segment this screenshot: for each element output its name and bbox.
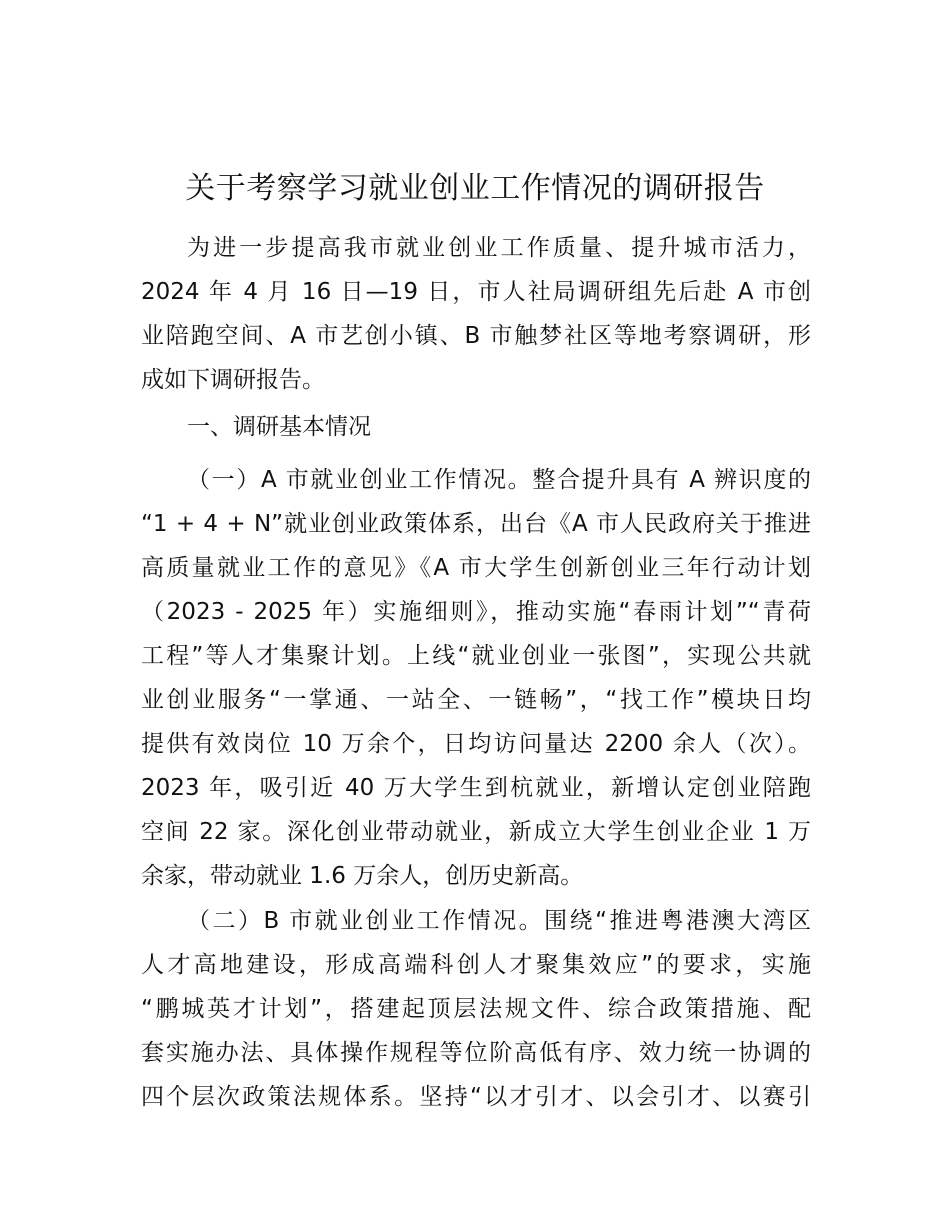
text-line: 业创业服务“一掌通、一站全、一链畅”，“找工作”模块日均 [141, 687, 811, 713]
text-line: （2023 - 2025 年）实施细则》，推动实施“春雨计划”“青荷 [141, 599, 811, 625]
text-line: 提供有效岗位 10 万余个，日均访问量达 2200 余人（次）。 [141, 731, 811, 757]
text-line: 2023 年，吸引近 40 万大学生到杭就业，新增认定创业陪跑 [141, 775, 811, 801]
text-line: 高质量就业工作的意见》《A 市大学生创新创业三年行动计划 [141, 555, 811, 581]
paragraph-a-city [141, 458, 811, 898]
text-line: （二）B 市就业创业工作情况。围绕“推进粤港澳大湾区 [187, 908, 811, 934]
paragraph-intro [141, 226, 811, 402]
text-line: 空间 22 家。深化创业带动就业，新成立大学生创业企业 1 万 [141, 819, 811, 845]
text-line: （一）A 市就业创业工作情况。整合提升具有 A 辨识度的 [187, 467, 811, 493]
paragraph-b-city [141, 899, 811, 1119]
text-line: “鹏城英才计划”，搭建起顶层法规文件、综合政策措施、配 [141, 996, 811, 1022]
section-heading [141, 405, 811, 449]
text-line: 2024 年 4 月 16 日—19 日，市人社局调研组先后赴 A 市创 [141, 279, 811, 305]
text-line: 成如下调研报告。 [141, 367, 325, 393]
text-line: 人才高地建设，形成高端科创人才聚集效应”的要求，实施 [141, 952, 811, 978]
text-line: “1 + 4 + N”就业创业政策体系，出台《A 市人民政府关于推进 [141, 511, 811, 537]
text-line: 套实施办法、具体操作规程等位阶高低有序、效力统一协调的 [141, 1040, 811, 1066]
document-title: 关于考察学习就业创业工作情况的调研报告 [185, 171, 765, 206]
text-line: 余家，带动就业 1.6 万余人，创历史新高。 [141, 863, 584, 889]
text-line: 业陪跑空间、A 市艺创小镇、B 市触梦社区等地考察调研，形 [141, 323, 811, 349]
heading-line: 一、调研基本情况 [187, 414, 371, 440]
text-line: 为进一步提高我市就业创业工作质量、提升城市活力， [187, 235, 811, 261]
text-line: 工程”等人才集聚计划。上线“就业创业一张图”，实现公共就 [141, 643, 811, 669]
text-line: 四个层次政策法规体系。坚持“以才引才、以会引才、以赛引 [141, 1084, 811, 1110]
